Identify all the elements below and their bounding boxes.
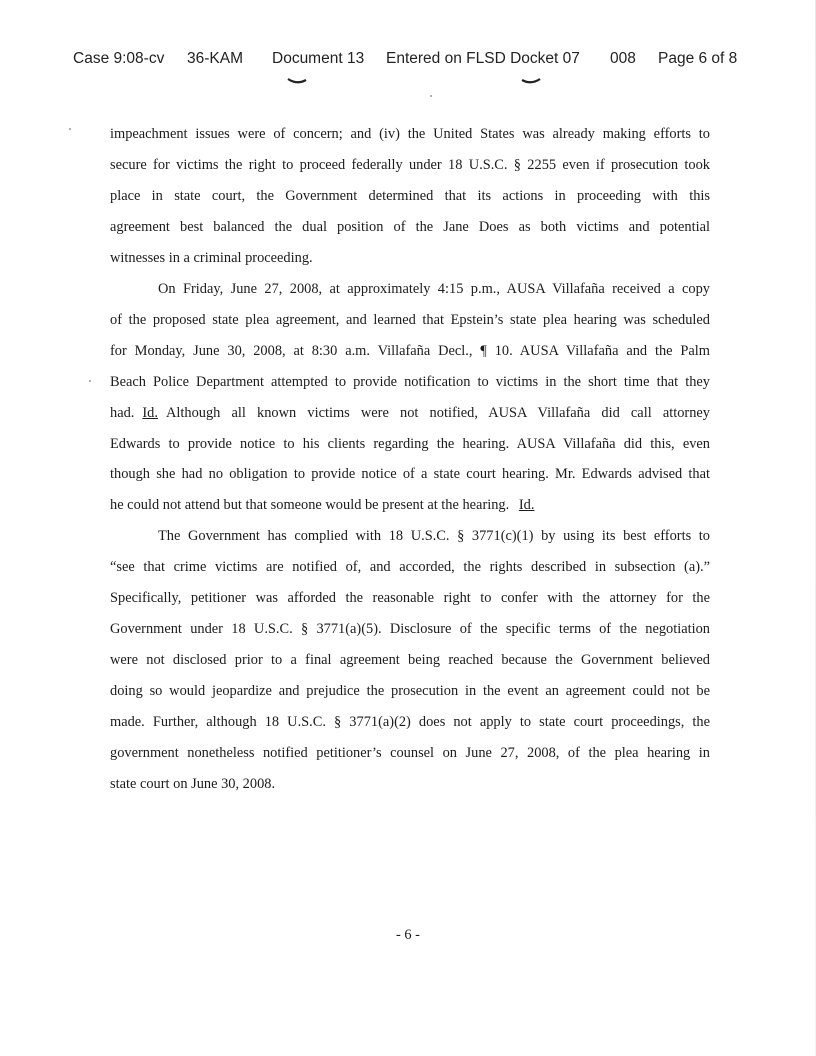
- header-case-number: Case 9:08-cv: [73, 50, 165, 67]
- text-fragment: had.: [110, 404, 135, 421]
- text-line: [110, 490, 710, 521]
- text-line: On Friday, June 27, 2008, at approximately 4:15 p.m., AUSA Villafaña received a copy: [158, 280, 710, 297]
- text-line: impeachment issues were of concern; and (iv) the United States was already making efforts to: [110, 126, 710, 142]
- text-line: were not disclosed prior to a final agreement being reached because the Government believed: [110, 652, 710, 669]
- page-number: - 6 -: [396, 927, 420, 943]
- text-line: The Government has complied with 18 U.S.C. § 3771(c)(1) by using its best efforts to: [158, 528, 710, 545]
- text-line: witnesses in a criminal proceeding.: [110, 249, 313, 266]
- text-line: place in state court, the Government determined that its actions in proceeding with this: [110, 187, 710, 204]
- docket-header: [0, 50, 816, 72]
- text-line: “see that crime victims are notified of, and accorded, the rights described in subsection (a).”: [110, 559, 710, 576]
- paragraph-compliance: [110, 521, 710, 800]
- text-line: though she had no obligation to provide notice of a state court hearing. Mr. Edwards advised that: [110, 466, 710, 483]
- text-line: Government under 18 U.S.C. § 3771(a)(5). Disclosure of the specific terms of the negotiation: [110, 621, 710, 638]
- scan-speck: [89, 380, 91, 382]
- text-fragment: Although all known victims were not notified, AUSA Villafaña did call attorney: [165, 404, 710, 421]
- text-line: secure for victims the right to proceed federally under 18 U.S.C. § 2255 even if prosecution took: [110, 156, 710, 173]
- scan-mark-right: [521, 78, 541, 84]
- header-date-suffix: 008: [610, 50, 636, 67]
- scan-speck: [430, 95, 432, 97]
- scan-speck: [69, 128, 71, 130]
- text-line: of the proposed state plea agreement, and learned that Epstein’s state plea hearing was scheduled: [110, 311, 710, 328]
- text-fragment: he could not attend but that someone would be present at the hearing.: [110, 497, 510, 514]
- text-line: for Monday, June 30, 2008, at 8:30 a.m. Villafaña Decl., ¶ 10. AUSA Villafaña and the Palm: [110, 342, 710, 359]
- text-line: agreement best balanced the dual position of the Jane Does as both victims and potential: [110, 218, 710, 235]
- header-document-number: Document 13: [272, 50, 365, 67]
- text-line: doing so would jeopardize and prejudice the prosecution in the event an agreement could not be: [110, 683, 710, 700]
- text-line: made. Further, although 18 U.S.C. § 3771(a)(2) does not apply to state court proceedings, the: [110, 714, 710, 731]
- text-line: Beach Police Department attempted to provide notification to victims in the short time that they: [110, 373, 710, 390]
- citation-id: Id.: [518, 497, 535, 514]
- paragraph-continuation: [110, 119, 710, 274]
- header-page-count: Page 6 of 8: [658, 50, 738, 67]
- header-case-suffix: 36-KAM: [187, 50, 243, 67]
- paragraph-plea-notice: [110, 274, 710, 522]
- text-line: state court on June 30, 2008.: [110, 776, 276, 793]
- text-line: government nonetheless notified petitioner’s counsel on June 27, 2008, of the plea hearing in: [110, 745, 710, 762]
- text-line: [110, 398, 710, 429]
- document-body: [110, 119, 710, 800]
- header-entered-on-docket: Entered on FLSD Docket 07: [386, 50, 580, 67]
- text-line: Edwards to provide notice to his clients regarding the hearing. AUSA Villafaña did this, even: [110, 435, 710, 452]
- citation-id: Id.: [142, 404, 158, 421]
- scan-mark-left: [287, 78, 307, 84]
- text-line: Specifically, petitioner was afforded the reasonable right to confer with the attorney for the: [110, 590, 710, 607]
